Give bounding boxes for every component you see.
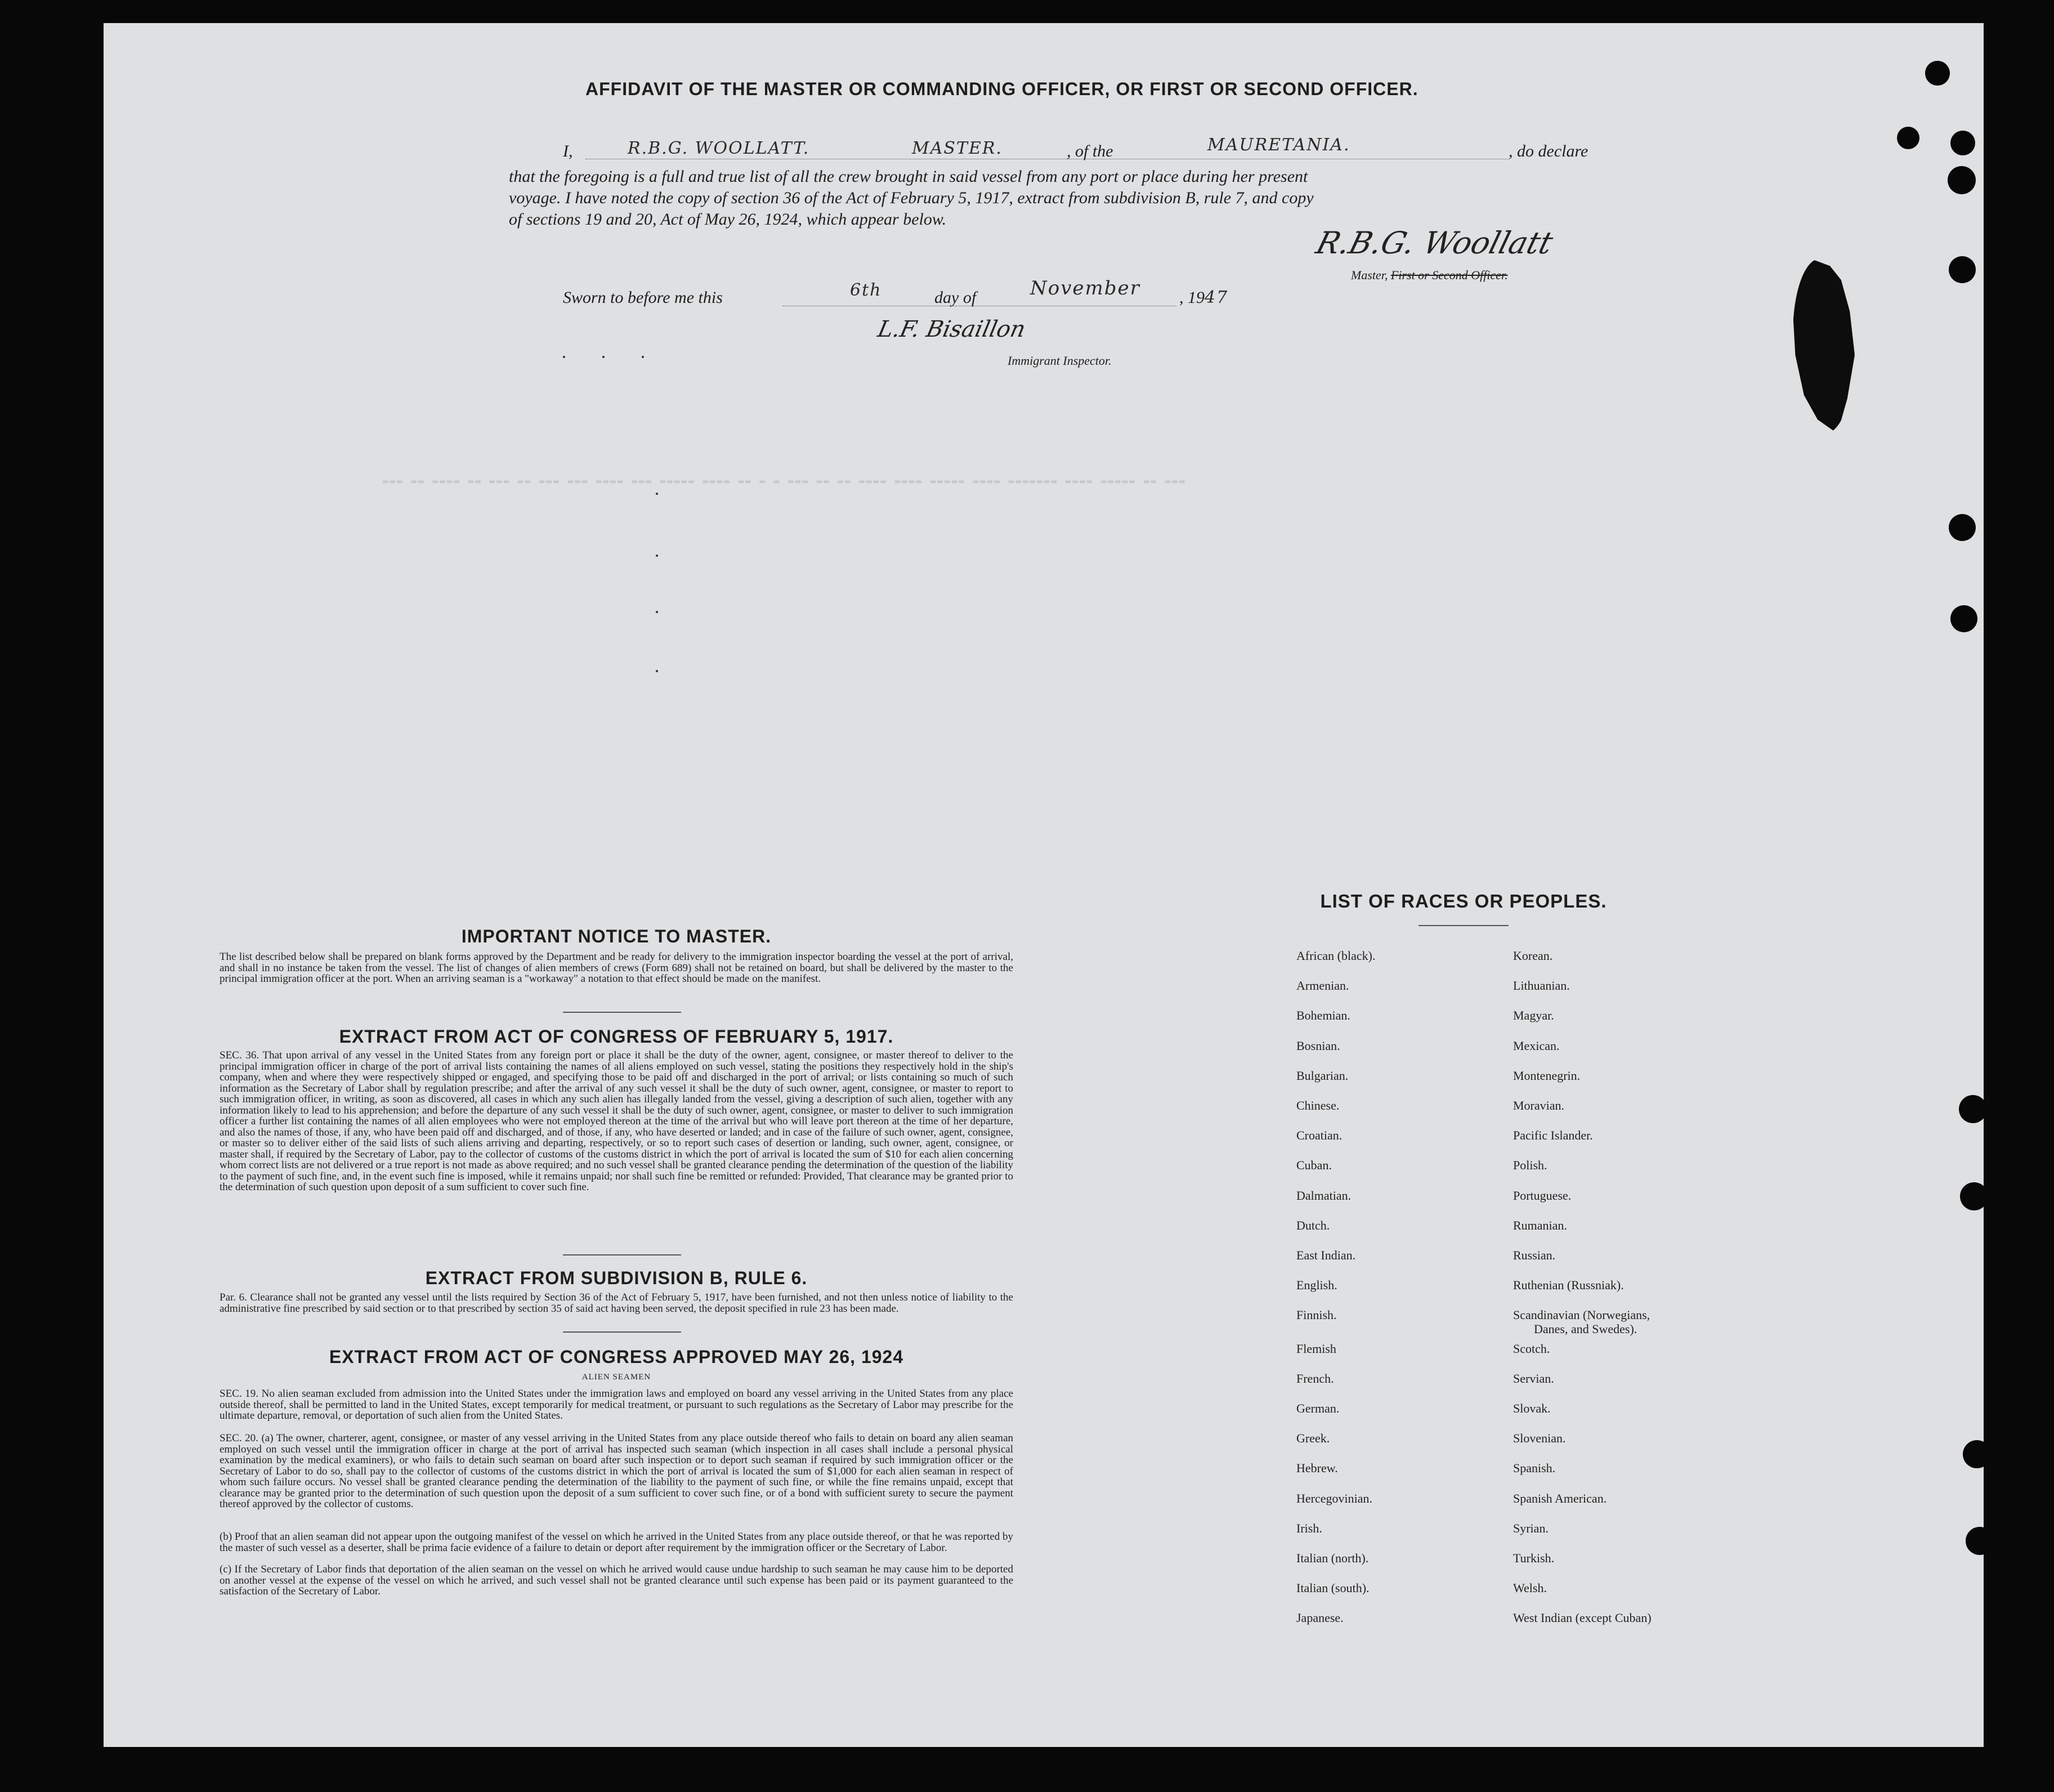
punch-hole	[1963, 1440, 1991, 1468]
extract-1917-text: SEC. 36. That upon arrival of any vessel in the United States from any foreign port or place it shall be the duty of the owner, agent, consignee, or master thereof to deliver to the principal immigration officer in charge of the port of arrival lists containing the names of all aliens employed on such vessel, stating the positions they respectively hold in the ship's company, when and where they were respectively shipped or engaged, and specifying those to be paid off and discharged in the port of arrival; or lists containing so much of such information as the Secretary of Labor shall by regulation prescribe; and after the arrival of any such vessel it shall be the duty of such owner, agent, consignee, or master to report to such immigration officer, in writing, as soon as discovered, all cases in which any such alien has illegally landed from the vessel, giving a description of such alien, together with any information likely to lead to his apprehension; and before the departure of any such vessel it shall be the duty of such owner, agent, consignee, or master to deliver to such immigration officer a further list containing the names of all alien employees who were not employed thereon at the time of the arrival but who will leave port thereon at the time of her departure, and also the names of those, if any, who have been paid off and discharged, and of those, if any, who have deserted or landed; and in case of the failure of such owner, agent, consignee, or master so to deliver either of the said lists of such aliens arriving and departing, respectively, or so to report such cases of desertion or landing, such owner, agent, consignee, or master shall, if required by the Secretary of Labor, pay to the collector of customs of the customs district in which the port of arrival is located the sum of $10 for each alien concerning whom correct lists are not delivered or a true report is not made as above required; and no such vessel shall be granted clearance pending the determination of the question of the liability to the payment of such fine, and, in the event such fine is imposed, while it remains unpaid; nor shall such fine be remitted or refunded: Provided, That clearance may be granted prior to the determination of such question upon deposit of a sum sufficient to cover such fine.	[220, 1049, 1013, 1193]
race-item: English.	[1296, 1278, 1337, 1292]
race-item: Finnish.	[1296, 1308, 1337, 1322]
sworn-label: Sworn to before me this	[563, 288, 723, 307]
race-item: Hercegovinian.	[1296, 1491, 1372, 1505]
notice-title: IMPORTANT NOTICE TO MASTER.	[461, 926, 772, 946]
race-item: Japanese.	[1296, 1611, 1344, 1625]
punch-hole	[1959, 1095, 1987, 1123]
race-item: Scotch.	[1513, 1342, 1550, 1356]
stray-mark	[656, 555, 658, 557]
sec-20a-text: SEC. 20. (a) The owner, charterer, agent, consignee, or master of any vessel arriving in the United States from any place outside thereof who fails to detain on board any alien seaman employed on such vessel until the immigration officer in charge at the port of arrival has inspected such seaman (which inspection in all cases shall include a personal physical examination by the medical examiners), or who fails to detain such seaman on board after such inspection or to deport such seaman if required by such immigration officer or the Secretary of Labor to do so, shall pay to the collector of customs of the customs district in which the port of arrival is located the sum of $1,000 for each alien seaman in respect of whom such failure occurs. No vessel shall be granted clearance pending the determination of the liability to the payment of such fine, or while the fine remains unpaid, except that clearance may be granted prior to the determination of such question upon the deposit of a sum sufficient to cover such fine, or of a bond with sufficient surety to secure the payment thereof approved by the collector of customs.	[220, 1432, 1013, 1510]
stray-mark	[602, 356, 605, 358]
master-name-handwritten: R.B.G. WOOLLATT.	[628, 138, 810, 158]
race-item: Pacific Islander.	[1513, 1128, 1593, 1142]
race-item: Montenegrin.	[1513, 1069, 1581, 1083]
race-item: French.	[1296, 1371, 1334, 1386]
race-item: Irish.	[1296, 1521, 1322, 1535]
master-caption-label: Master,	[1351, 268, 1388, 282]
month-handwritten: November	[1030, 277, 1140, 300]
race-item: Italian (north).	[1296, 1551, 1369, 1565]
inspector-caption: Immigrant Inspector.	[1008, 354, 1112, 368]
do-declare-label: , do declare	[1509, 142, 1588, 160]
race-item: Welsh.	[1513, 1581, 1547, 1595]
stray-mark	[563, 356, 565, 358]
race-item: Polish.	[1513, 1158, 1547, 1172]
race-item: Hebrew.	[1296, 1461, 1338, 1475]
punch-hole	[1950, 131, 1975, 155]
races-title: LIST OF RACES OR PEOPLES.	[1320, 891, 1607, 911]
race-item: Scandinavian (Norwegians,	[1513, 1308, 1650, 1322]
master-rank-handwritten: MASTER.	[912, 138, 1003, 158]
extract-1917-title: EXTRACT FROM ACT OF CONGRESS OF FEBRUARY 5, 1917.	[339, 1026, 894, 1047]
race-item: Dalmatian.	[1296, 1188, 1352, 1203]
race-item: Magyar.	[1513, 1008, 1554, 1022]
race-item: Flemish	[1296, 1342, 1336, 1356]
race-item: Servian.	[1513, 1371, 1554, 1386]
punch-hole	[1949, 514, 1976, 541]
sec-20c-text: (c) If the Secretary of Labor finds that deportation of the alien seaman on the vessel on which he arrived would cause undue hardship to such seaman he may cause him to be deported on another vessel at the expense of the vessel on which he arrived, and such vessel shall not be granted clearance until such expense has been paid or its payment guaranteed to the satisfaction of the Secretary of Labor.	[220, 1563, 1013, 1597]
divider	[563, 1254, 681, 1255]
struck-officer-caption: First or Second Officer.	[1390, 268, 1508, 282]
race-item: Dutch.	[1296, 1218, 1330, 1232]
divider	[563, 1012, 681, 1013]
race-item: Slovenian.	[1513, 1431, 1566, 1445]
race-item: Ruthenian (Russniak).	[1513, 1278, 1624, 1292]
extract-rule6-title: EXTRACT FROM SUBDIVISION B, RULE 6.	[425, 1268, 808, 1288]
declaration-line-3: voyage. I have noted the copy of section 36 of the Act of February 5, 1917, extract from subdivision B, rule 7, and copy	[509, 189, 1314, 207]
day-handwritten: 6th	[850, 280, 882, 300]
extract-1924-subtitle: ALIEN SEAMEN	[581, 1373, 651, 1382]
race-item: Italian (south).	[1296, 1581, 1370, 1595]
stray-mark	[656, 670, 658, 672]
race-item: Korean.	[1513, 949, 1553, 963]
race-item: African (black).	[1296, 949, 1376, 963]
year-prefix: , 19	[1179, 288, 1205, 307]
race-item: Bosnian.	[1296, 1039, 1340, 1053]
year-label	[1179, 287, 1228, 309]
extract-1924-title: EXTRACT FROM ACT OF CONGRESS APPROVED MAY 26, 1924	[329, 1347, 904, 1367]
race-item: West Indian (except Cuban)	[1513, 1611, 1652, 1625]
race-item: Greek.	[1296, 1431, 1330, 1445]
race-item: German.	[1296, 1401, 1340, 1415]
notice-text: The list described below shall be prepared on blank forms approved by the Department and be ready for delivery to the immigration inspector boarding the vessel at the port of arrival, and shall in no instance be taken from the vessel. The list of changes of alien members of crews (Form 689) shall not be retained on board, but shall be delivered by the master to the principal immigration officer at the port. When an arriving seaman is a "workaway" a notation to that effect should be made on the manifest.	[220, 951, 1013, 985]
vessel-name-handwritten: MAURETANIA.	[1207, 135, 1350, 155]
race-item: Croatian.	[1296, 1128, 1343, 1142]
sec-20b-text: (b) Proof that an alien seaman did not appear upon the outgoing manifest of the vessel on which he arrived in the United States from any place outside thereof, or that he was reported by the master of such vessel as a deserter, shall be prima facie evidence of a failure to detain or deport after requirement by the immigration officer or the Secretary of Labor.	[220, 1531, 1013, 1554]
race-item: Armenian.	[1296, 978, 1349, 993]
stray-mark	[656, 493, 658, 495]
race-item: Portuguese.	[1513, 1188, 1572, 1203]
punch-hole	[1948, 166, 1976, 194]
bleed-through-text: ▬▬▬ ▬▬ ▬▬▬▬ ▬▬ ▬▬▬ ▬▬ ▬▬▬ ▬▬▬ ▬▬▬▬ ▬▬▬ ▬▬▬▬▬ ▬▬▬▬ ▬▬ ▬ ▬ ▬▬▬ ▬▬ ▬▬ ▬▬▬▬ ▬▬▬▬ ▬▬▬▬▬ ▬▬▬▬ ▬▬▬▬▬▬▬ ▬▬▬▬ ▬▬▬▬▬ ▬▬ ▬▬▬	[383, 476, 1187, 486]
race-item: Cuban.	[1296, 1158, 1332, 1172]
race-item: Moravian.	[1513, 1098, 1565, 1112]
declaration-line-2: that the foregoing is a full and true list of all the crew brought in said vessel from any port or place during her present	[509, 167, 1308, 186]
punch-hole	[1950, 605, 1977, 632]
punch-hole	[1960, 1182, 1988, 1210]
race-item: Russian.	[1513, 1248, 1556, 1262]
day-of-label: day of	[934, 288, 977, 307]
race-item: Bohemian.	[1296, 1008, 1350, 1022]
affidavit-title: AFFIDAVIT OF THE MASTER OR COMMANDING OFFICER, OR FIRST OR SECOND OFFICER.	[585, 79, 1418, 99]
punch-hole	[1949, 256, 1976, 283]
divider	[563, 1331, 681, 1333]
extract-rule6-text: Par. 6. Clearance shall not be granted any vessel until the lists required by Section 36 of the Act of February 5, 1917, have been furnished, and not then unless notice of liability to the administrative fine prescribed by said section or to that prescribed by section 35 of said act having been served, the deposit specified in rule 23 has been made.	[220, 1292, 1013, 1315]
affidavit-i-label: I,	[563, 142, 573, 160]
stray-mark	[656, 611, 658, 613]
sec-19-text: SEC. 19. No alien seaman excluded from admission into the United States under the immigration laws and employed on board any vessel arriving in the United States from any place outside thereof, shall be permitted to land in the United States, except temporarily for medical treatment, or pursuant to such regulations as the Secretary of Labor may prescribe for the ultimate departure, removal, or deportation of such alien from the United States.	[220, 1388, 1013, 1422]
race-item: Syrian.	[1513, 1521, 1549, 1535]
race-item: Spanish American.	[1513, 1491, 1607, 1505]
race-item: Chinese.	[1296, 1098, 1340, 1112]
race-item: Lithuanian.	[1513, 978, 1570, 993]
divider	[1418, 925, 1509, 926]
of-the-label: , of the	[1067, 142, 1113, 160]
punch-hole	[1897, 127, 1919, 149]
punch-hole	[1925, 61, 1950, 86]
race-continuation: Danes, and Swedes).	[1534, 1322, 1637, 1336]
race-item: Mexican.	[1513, 1039, 1560, 1053]
race-item: Bulgarian.	[1296, 1069, 1349, 1083]
declaration-line-4: of sections 19 and 20, Act of May 26, 1924, which appear below.	[509, 210, 947, 229]
race-item: Rumanian.	[1513, 1218, 1567, 1232]
race-item: Slovak.	[1513, 1401, 1551, 1415]
year-handwritten: 47	[1205, 288, 1229, 307]
master-caption	[1351, 268, 1508, 283]
race-item: Spanish.	[1513, 1461, 1556, 1475]
race-item: Turkish.	[1513, 1551, 1555, 1565]
race-item: East Indian.	[1296, 1248, 1356, 1262]
master-signature: R.B.G. Woollatt	[1312, 225, 1557, 261]
inspector-signature: L.F. Bisaillon	[875, 316, 1028, 342]
punch-hole	[1966, 1527, 1994, 1555]
stray-mark	[642, 356, 644, 358]
